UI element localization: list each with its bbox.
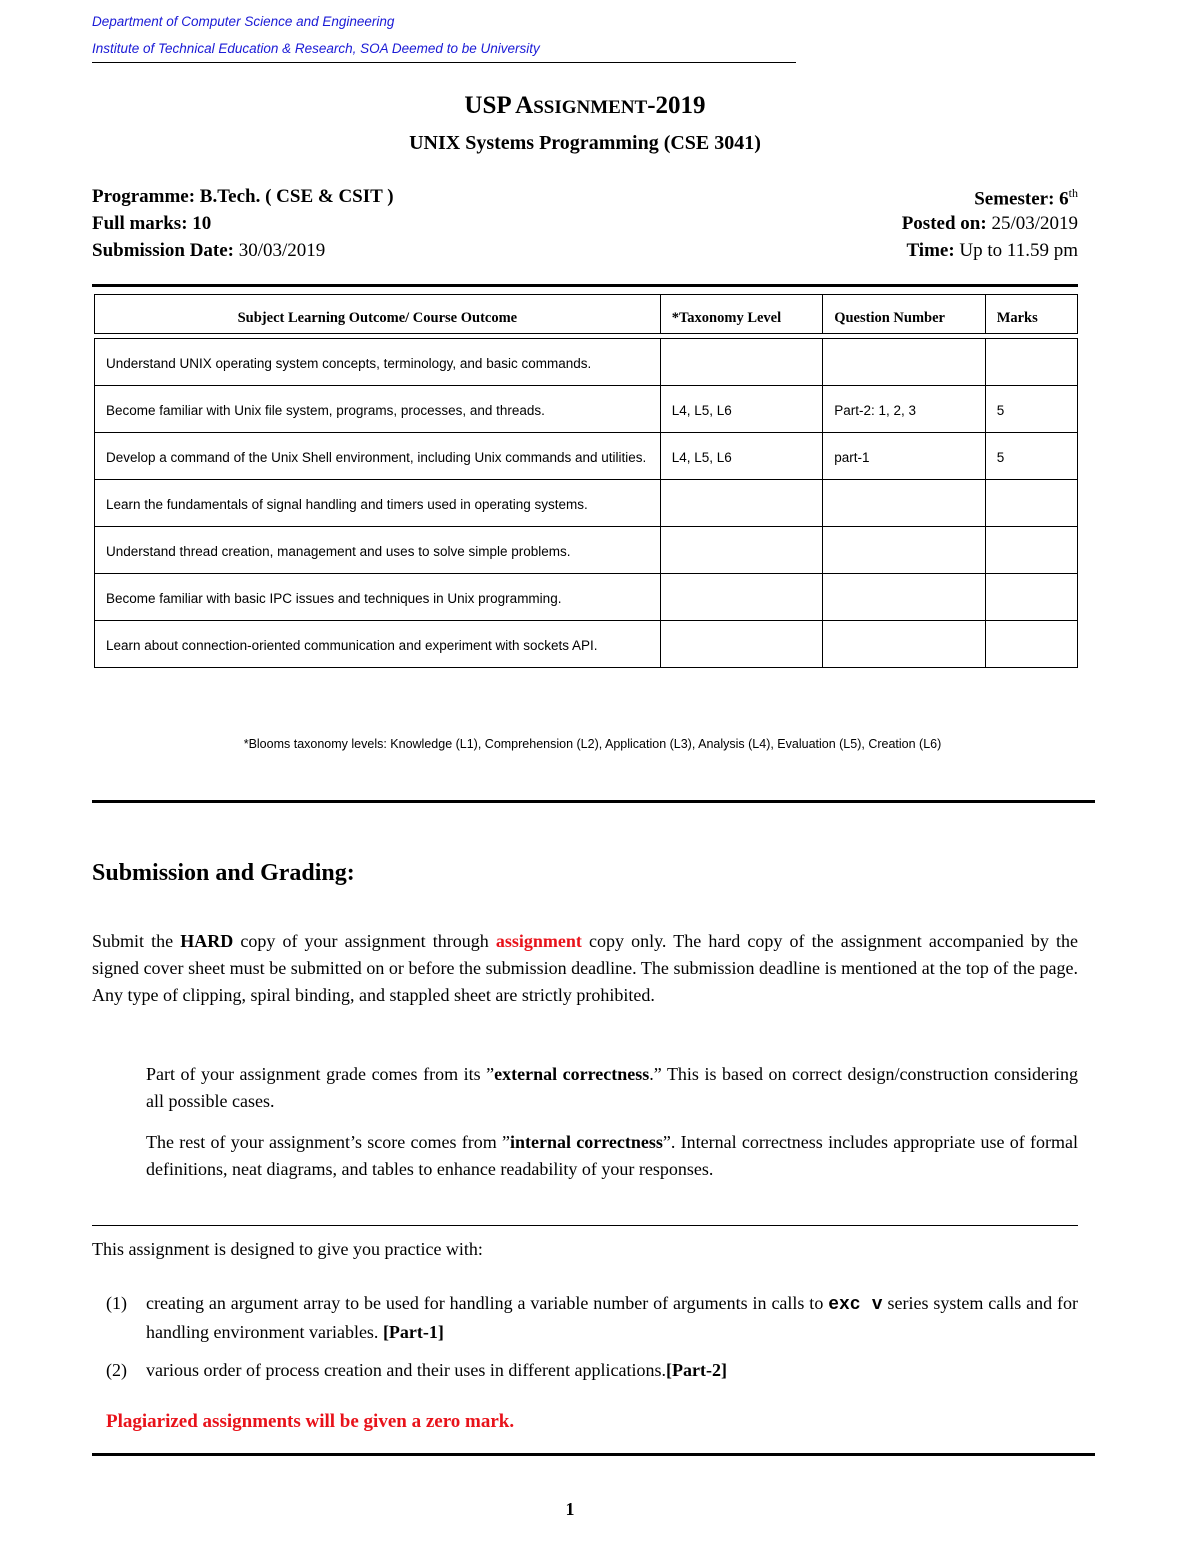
table-row [95, 433, 1078, 480]
fullmarks-line: Full marks: 10 [92, 213, 212, 234]
question-cell: part-1 [823, 433, 985, 480]
list-item [106, 1357, 1078, 1384]
time-line: Time: Up to 11.59 pm [906, 240, 1078, 261]
department-header: Department of Computer Science and Engineering [92, 14, 395, 29]
table-row [95, 386, 1078, 433]
table-row [95, 339, 1078, 386]
bottom-rule [92, 1453, 1095, 1456]
list-item [106, 1290, 1078, 1344]
header-taxonomy: *Taxonomy Level [660, 295, 822, 334]
submission-paragraph: Submit the HARD copy of your assignment through assignment copy only. The hard copy of the assignment accompanied by the signed cover sheet must be submitted on or before the submission deadline. The submission deadline is mentioned at the top of the page. Any type of clipping, spiral binding, and stappled sheet are strictly prohibited. [92, 931, 1078, 1005]
taxonomy-cell [660, 339, 822, 386]
outcomes-table [94, 294, 1078, 668]
plagiarism-warning: Plagiarized assignments will be given a zero mark. [106, 1411, 515, 1432]
course-subtitle: UNIX Systems Programming (CSE 3041) [409, 132, 761, 154]
marks-cell [985, 527, 1077, 574]
page-number: 1 [565, 1499, 575, 1519]
taxonomy-cell [660, 527, 822, 574]
outcome-cell: Understand UNIX operating system concepts, terminology, and basic commands. [95, 339, 661, 386]
internal-correctness-paragraph: The rest of your assignment’s score comes from ”internal correctness”. Internal correctness includes appropriate use of formal definitions, neat diagrams, and tables to enhance readability of your responses. [146, 1132, 1079, 1179]
table-row [95, 480, 1078, 527]
list-item-number: (1) [106, 1293, 127, 1313]
section-rule [92, 800, 1095, 803]
question-cell [823, 527, 985, 574]
outcome-cell: Understand thread creation, management and uses to solve simple problems. [95, 527, 661, 574]
question-cell [823, 480, 985, 527]
outcome-cell: Become familiar with Unix file system, programs, processes, and threads. [95, 386, 661, 433]
taxonomy-cell: L4, L5, L6 [660, 386, 822, 433]
header-question: Question Number [823, 295, 985, 334]
taxonomy-cell [660, 574, 822, 621]
marks-cell [985, 574, 1077, 621]
meta-rule [92, 284, 1078, 287]
practice-intro: This assignment is designed to give you practice with: [92, 1239, 483, 1259]
outcome-cell: Learn the fundamentals of signal handling and timers used in operating systems. [95, 480, 661, 527]
practice-rule [92, 1225, 1078, 1226]
outcome-cell: Learn about connection-oriented communication and experiment with sockets API. [95, 621, 661, 668]
semester-line: Semester: 6th [974, 186, 1078, 210]
table-header-row [95, 295, 1078, 334]
table-row [95, 621, 1078, 668]
table-row [95, 527, 1078, 574]
posted-line: Posted on: 25/03/2019 [901, 213, 1078, 234]
marks-cell: 5 [985, 386, 1077, 433]
outcome-cell: Become familiar with basic IPC issues and techniques in Unix programming. [95, 574, 661, 621]
question-cell: Part-2: 1, 2, 3 [823, 386, 985, 433]
marks-cell [985, 621, 1077, 668]
submission-date-line: Submission Date: 30/03/2019 [92, 240, 326, 261]
list-item-text: various order of process creation and their uses in different applications.[Part-2] [146, 1360, 727, 1380]
marks-cell: 5 [985, 433, 1077, 480]
institute-header: Institute of Technical Education & Research, SOA Deemed to be University [92, 41, 540, 56]
page-title: USP ASSIGNMENT-2019 [464, 92, 706, 119]
taxonomy-cell: L4, L5, L6 [660, 433, 822, 480]
list-item-number: (2) [106, 1360, 127, 1380]
programme-line: Programme: B.Tech. ( CSE & CSIT ) [92, 186, 394, 207]
taxonomy-cell [660, 480, 822, 527]
question-cell [823, 339, 985, 386]
header-rule [92, 62, 796, 63]
question-cell [823, 574, 985, 621]
submission-heading: Submission and Grading: [92, 860, 355, 886]
external-correctness-paragraph: Part of your assignment grade comes from its ”external correctness.” This is based on correct design/construction considering all possible cases. [146, 1064, 1078, 1111]
taxonomy-cell [660, 621, 822, 668]
table-row [95, 574, 1078, 621]
header-outcome: Subject Learning Outcome/ Course Outcome [95, 295, 661, 334]
marks-cell [985, 480, 1077, 527]
taxonomy-footnote: *Blooms taxonomy levels: Knowledge (L1), Comprehension (L2), Application (L3), Analysis (L4), Evaluation (L5), Creation (L6) [243, 737, 942, 751]
outcome-cell: Develop a command of the Unix Shell environment, including Unix commands and utilities. [95, 433, 661, 480]
marks-cell [985, 339, 1077, 386]
question-cell [823, 621, 985, 668]
list-item-text: creating an argument array to be used for handling a variable number of arguments in calls to exc v series system calls and for handling environment variables. [Part-1] [146, 1293, 1078, 1342]
header-marks: Marks [985, 295, 1077, 334]
